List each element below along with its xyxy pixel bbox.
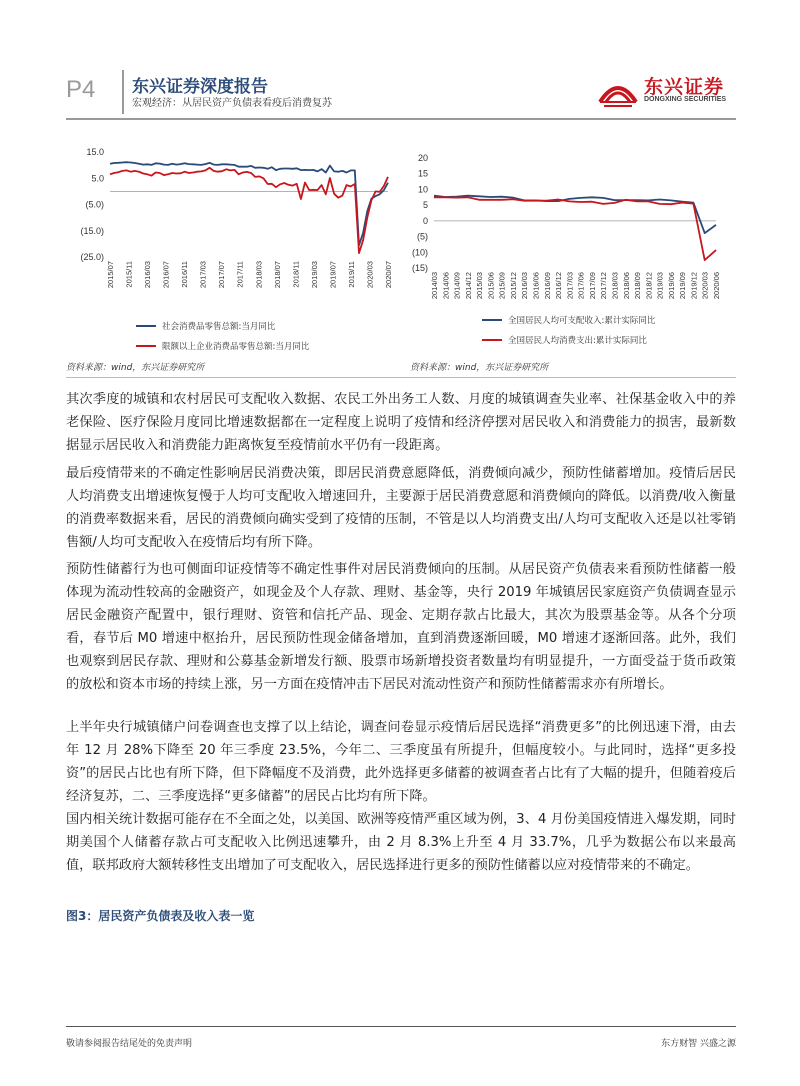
series-line-2	[434, 197, 716, 260]
y-tick-label: 15.0	[86, 147, 104, 157]
legend-label: 全国居民人均可支配收入:累计实际同比	[508, 316, 656, 326]
x-tick-label: 2020/03	[700, 272, 710, 300]
x-tick-label: 2019/12	[689, 272, 699, 300]
y-tick-label: 15	[417, 168, 428, 179]
x-tick-label: 2020/03	[365, 261, 375, 289]
legend-label: 社会消费品零售总额:当月同比	[162, 322, 276, 332]
x-tick-label: 2014/09	[452, 272, 462, 300]
x-tick-label: 2016/11	[180, 261, 190, 288]
y-tick-label: (5)	[417, 231, 428, 242]
paragraph-3: 预防性储蓄行为也可侧面印证疫情等不确定性事件对居民消费倾向的压制。从居民资产负债表来看预防性储蓄一般体现为流动性较高的金融资产，如现金及个人存款、理财、基金等，央行 2019 年城镇居民家庭资产负债调查显示居民金融资产配置中，银行理财、资管和信托产品、现金、定期存款占比最大，其次为股票基金等。从各个分项看，春节后 M0 增速中枢抬升，居民预防性现金储备增加，直到消费逐渐回暖，M0 增速才逐渐回落。此外，我们也观察到居民存款、理财和公募基金新增发行额、股票市场新增投资者数量均有明显提升，一方面受益于货币政策的放松和资本市场的持续上涨，另一方面在疫情冲击下居民对流动性资产和预防性储蓄需求亦有所增长。	[66, 562, 736, 692]
x-tick-label: 2015/06	[486, 272, 496, 300]
y-tick-label: 0	[422, 215, 428, 226]
y-tick-label: (5.0)	[85, 199, 104, 210]
y-tick-label: (15.0)	[80, 225, 104, 236]
series-line-2	[110, 168, 388, 253]
logo-text-cn: 东兴证券	[644, 76, 725, 98]
legend-label: 全国居民人均消费支出:累计实际同比	[508, 336, 647, 346]
x-tick-label: 2017/03	[565, 272, 575, 300]
x-tick-label: 2018/07	[272, 261, 282, 289]
x-tick-label: 2015/11	[124, 261, 134, 288]
x-tick-label: 2018/09	[633, 272, 643, 300]
x-tick-label: 2017/07	[217, 261, 227, 289]
legend-label: 限额以上企业消费品零售总额:当月同比	[162, 342, 310, 352]
chart-retail-sales-svg	[66, 140, 396, 360]
paragraph-2: 最后疫情带来的不确定性影响居民消费决策，即居民消费意愿降低，消费倾向减少，预防性储蓄增加。疫情后居民人均消费支出增速恢复慢于人均可支配收入增速回升，主要源于居民消费意愿和消费倾向的降低。以消费/收入衡量的消费率数据来看，居民的消费倾向确实受到了疫情的压制，不管是以人均消费支出/人均可支配收入还是以社零销售额/人均可支配收入在疫情后均有所下降。	[66, 466, 736, 550]
x-tick-label: 2019/09	[678, 272, 688, 300]
x-tick-label: 2015/09	[497, 272, 507, 300]
charts-divider	[66, 377, 736, 378]
x-tick-label: 2020/06	[712, 272, 721, 300]
x-tick-label: 2016/07	[161, 261, 171, 289]
x-tick-label: 2017/06	[576, 272, 586, 300]
page-number: P4	[66, 76, 96, 103]
logo-mark-icon	[596, 72, 640, 110]
x-tick-label: 2014/03	[430, 272, 439, 300]
y-tick-label: 10	[417, 184, 428, 195]
logo-text-en: DONGXING SECURITIES	[644, 96, 727, 103]
chart1-source: 资料来源：wind，东兴证券研究所	[66, 363, 205, 373]
y-tick-label: 5.0	[91, 173, 104, 184]
x-tick-label: 2016/06	[531, 272, 541, 300]
figure3-caption: 图3：居民资产负债表及收入表一览	[66, 909, 255, 923]
x-tick-label: 2019/06	[666, 272, 676, 300]
x-tick-label: 2014/06	[441, 272, 451, 300]
chart-income-consumption	[404, 140, 736, 360]
footer-slogan: 东方财智 兴盛之源	[661, 1039, 736, 1049]
x-tick-label: 2014/12	[463, 272, 473, 300]
x-tick-label: 2016/12	[554, 272, 564, 300]
x-tick-label: 2018/03	[610, 272, 620, 300]
chart2-source: 资料来源：wind，东兴证券研究所	[410, 363, 549, 373]
header-divider	[122, 70, 124, 114]
header-rule	[66, 118, 736, 120]
x-tick-label: 2019/03	[309, 261, 319, 289]
report-title: 东兴证券深度报告	[132, 77, 268, 97]
y-tick-label: 20	[417, 153, 428, 163]
x-tick-label: 2015/07	[106, 261, 115, 289]
x-tick-label: 2018/03	[254, 261, 264, 289]
x-tick-label: 2015/03	[475, 272, 485, 300]
x-tick-label: 2015/12	[508, 272, 518, 300]
footer-rule	[66, 1026, 736, 1027]
x-tick-label: 2017/09	[587, 272, 597, 300]
y-tick-label: (10)	[411, 247, 428, 258]
chart-income-consumption-svg	[404, 140, 736, 360]
x-tick-label: 2017/03	[198, 261, 208, 289]
chart-retail-sales	[66, 140, 396, 360]
paragraph-5: 国内相关统计数据可能存在不全面之处，以美国、欧洲等疫情严重区域为例，3、4 月份美国疫情进入爆发期，同时期美国个人储蓄存款占可支配收入比例迅速攀升，由 2 月 8.3%上升至 4 月 33.7%，几乎为数据公布以来最高值，联邦政府大额转移性支出增加了可支配收入，居民选择进行更多的预防性储蓄以应对疫情带来的不确定。	[66, 812, 736, 873]
x-tick-label: 2019/11	[346, 261, 356, 288]
x-tick-label: 2020/07	[384, 261, 393, 289]
x-tick-label: 2017/12	[599, 272, 609, 300]
x-tick-label: 2019/03	[655, 272, 665, 300]
x-tick-label: 2018/12	[644, 272, 654, 300]
paragraph-1: 其次季度的城镇和农村居民可支配收入数据、农民工外出务工人数、月度的城镇调查失业率、社保基金收入中的养老保险、医疗保险月度同比增速数据都在一定程度上说明了疫情和经济停摆对居民收入和消费能力的损害，最新数据显示居民收入和消费能力距离恢复至疫情前水平仍有一段距离。	[66, 392, 736, 453]
x-tick-label: 2018/06	[621, 272, 631, 300]
y-tick-label: (25.0)	[80, 252, 104, 262]
company-logo	[596, 72, 736, 112]
x-tick-label: 2016/09	[542, 272, 552, 300]
x-tick-label: 2017/11	[235, 261, 245, 288]
y-tick-label: (15)	[411, 263, 428, 273]
x-tick-label: 2019/07	[328, 261, 338, 289]
x-tick-label: 2016/03	[520, 272, 530, 300]
x-tick-label: 2018/11	[291, 261, 301, 288]
report-subtitle: 宏观经济：从居民资产负债表看疫后消费复苏	[132, 98, 332, 109]
paragraph-4: 上半年央行城镇储户问卷调查也支撑了以上结论，调查问卷显示疫情后居民选择“消费更多”的比例迅速下滑，由去年 12 月 28%下降至 20 年三季度 23.5%，今年二、三季度虽有所提升，但幅度较小。与此同时，选择“更多投资”的居民占比也有所下降，但下降幅度不及消费，此外选择更多储蓄的被调查者占比有了大幅的提升，但随着疫后经济复苏，二、三季度选择“更多储蓄”的居民占比均有所下降。	[66, 720, 736, 804]
x-tick-label: 2016/03	[143, 261, 153, 289]
y-tick-label: 5	[422, 200, 428, 211]
footer-disclaimer: 敬请参阅报告结尾处的免责声明	[66, 1039, 193, 1049]
